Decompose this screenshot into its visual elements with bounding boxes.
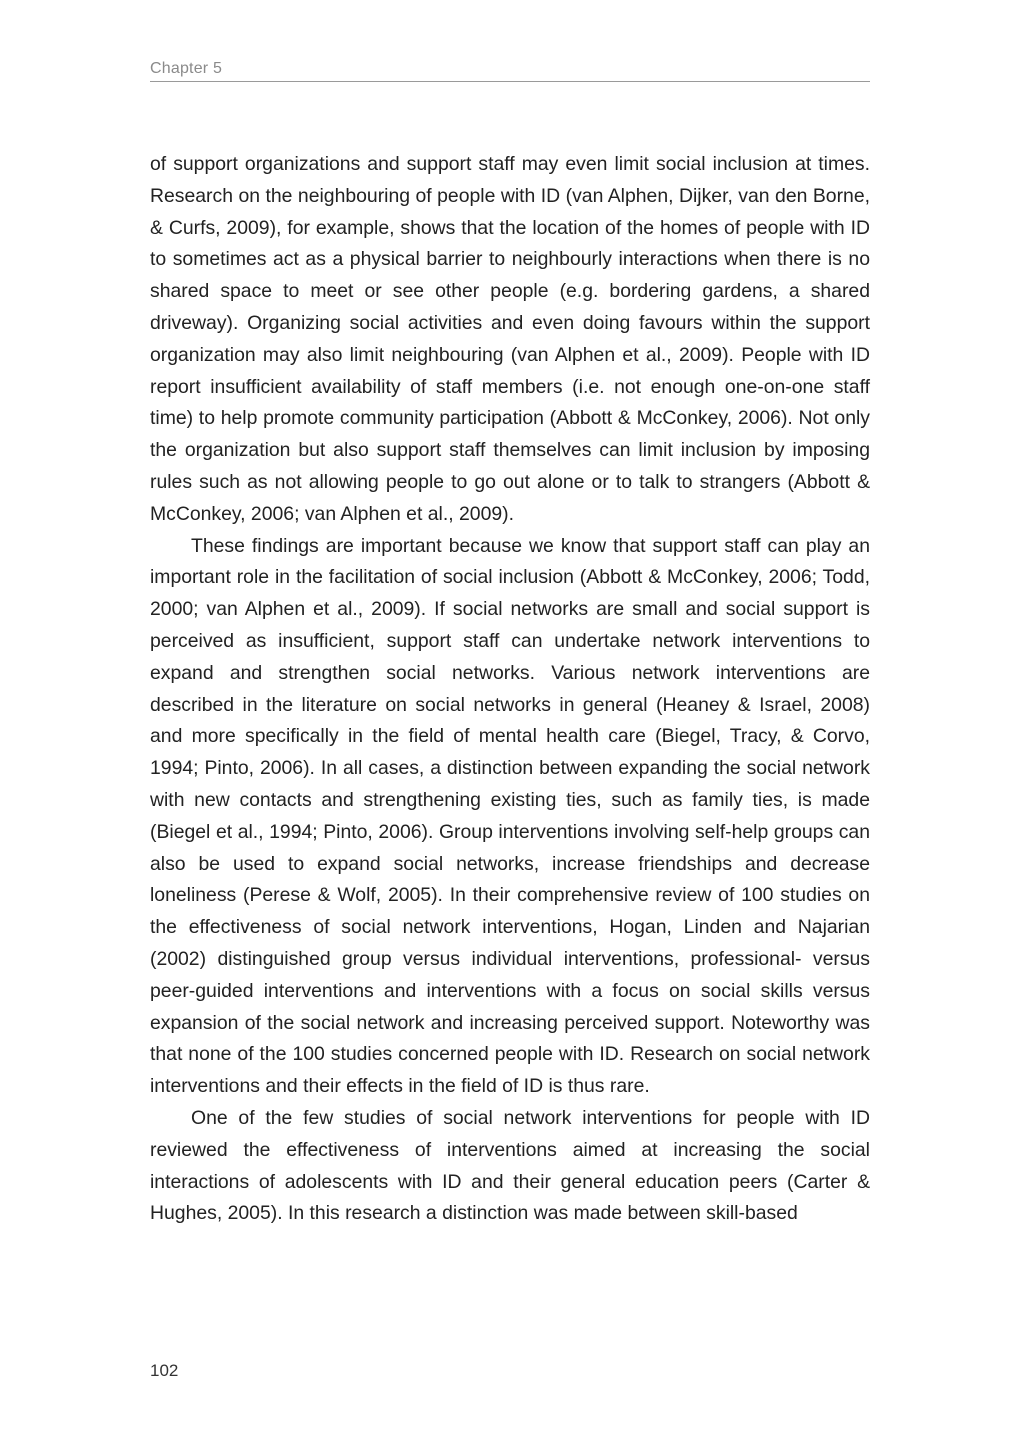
paragraph-3: One of the few studies of social network interventions for people with ID reviewed the effectiveness of interventions aimed at increasing the social interactions of adolescents with ID and their general education peers (Carter & Hughes, 2005). In this research a distinction was made between skill-based <box>150 1106 870 1225</box>
paragraph-1: of support organizations and support staff may even limit social inclusion at times. Research on the neighbouring of people with ID (van Alphen, Dijker, van den Borne, & Curfs, 2009), for example, shows that the location of the homes of people with ID to sometimes act as a physical barrier to neighbourly interactions when there is no shared space to meet or see other people (e.g. bordering gardens, a shared driveway). Organizing social activities and even doing favours within the support organization may also limit neighbouring (van Alphen et al., 2009). People with ID report insufficient availability of staff members (i.e. not enough one-on-one staff time) to help promote community participation (Abbott & McConkey, 2006). Not only the organization but also support staff themselves can limit inclusion by imposing rules such as not allowing people to go out alone or to talk to strangers (Abbott & McConkey, 2006; van Alphen et al., 2009). <box>150 153 870 525</box>
running-header: Chapter 5 <box>150 60 870 82</box>
page-number: 102 <box>150 1361 179 1380</box>
paragraph-2: These findings are important because we know that support staff can play an important role in the facilitation of social inclusion (Abbott & McConkey, 2006; Todd, 2000; van Alphen et al., 2009). If social networks are small and social support is perceived as insufficient, support staff can undertake network interventions to expand and strengthen social networks. Various network interventions are described in the literature on social networks in general (Heaney & Israel, 2008) and more specifically in the field of mental health care (Biegel, Tracy, & Corvo, 1994; Pinto, 2006). In all cases, a distinction between expanding the social network with new contacts and strengthening existing ties, such as family ties, is made (Biegel et al., 1994; Pinto, 2006). Group interventions involving self-help groups can also be used to expand social networks, increase friendships and decrease loneliness (Perese & Wolf, 2005). In their comprehensive review of 100 studies on the effectiveness of social network interventions, Hogan, Linden and Najarian (2002) distinguished group versus individual interventions, professional- versus peer-guided interventions and interventions with a focus on social skills versus expansion of the social network and increasing perceived support. Noteworthy was that none of the 100 studies concerned people with ID. Research on social network interventions and their effects in the field of ID is thus rare. <box>150 534 870 1098</box>
body-text <box>150 149 870 1230</box>
